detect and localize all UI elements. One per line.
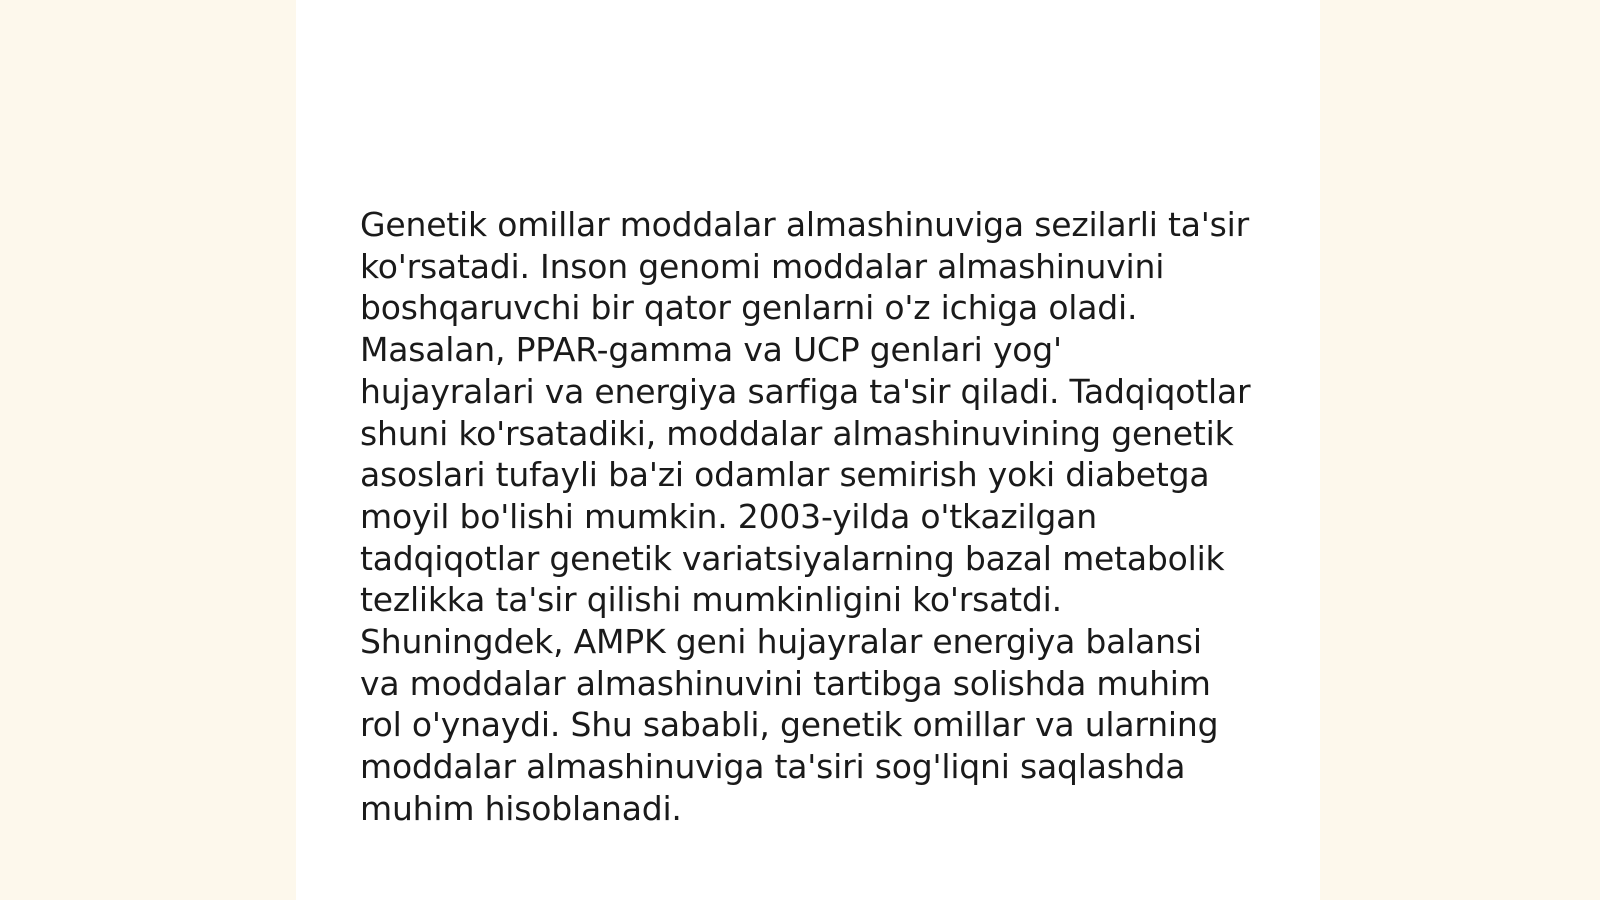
text-line: tezlikka ta'sir qilishi mumkinligini ko'rsatdi.: [360, 580, 1062, 620]
text-line: hujayralari va energiya sarfiga ta'sir qiladi. Tadqiqotlar: [360, 371, 1251, 411]
text-line: Genetik omillar moddalar almashinuviga sezilarli ta'sir: [360, 205, 1249, 244]
paragraph: [360, 204, 1260, 830]
text-line: muhim hisoblanadi.: [360, 788, 682, 828]
text-line: shuni ko'rsatadiki, moddalar almashinuvining genetik: [360, 413, 1234, 453]
document-page: [296, 0, 1320, 900]
text-line: va moddalar almashinuvini tartibga solishda muhim: [360, 663, 1211, 703]
text-line: tadqiqotlar genetik variatsiyalarning bazal metabolik: [360, 538, 1225, 578]
text-line: Shuningdek, AMPK geni hujayralar energiya balansi: [360, 622, 1202, 662]
text-line: ko'rsatadi. Inson genomi moddalar almashinuvini: [360, 246, 1165, 286]
text-line: asoslari tufayli ba'zi odamlar semirish yoki diabetga: [360, 455, 1210, 495]
text-line: rol o'ynaydi. Shu sababli, genetik omillar va ularning: [360, 705, 1219, 745]
text-line: Masalan, PPAR-gamma va UCP genlari yog': [360, 330, 1062, 370]
text-line: boshqaruvchi bir qator genlarni o'z ichiga oladi.: [360, 288, 1138, 328]
text-line: moyil bo'lishi mumkin. 2003-yilda o'tkazilgan: [360, 496, 1097, 536]
text-line: moddalar almashinuviga ta'siri sog'liqni saqlashda: [360, 747, 1186, 787]
